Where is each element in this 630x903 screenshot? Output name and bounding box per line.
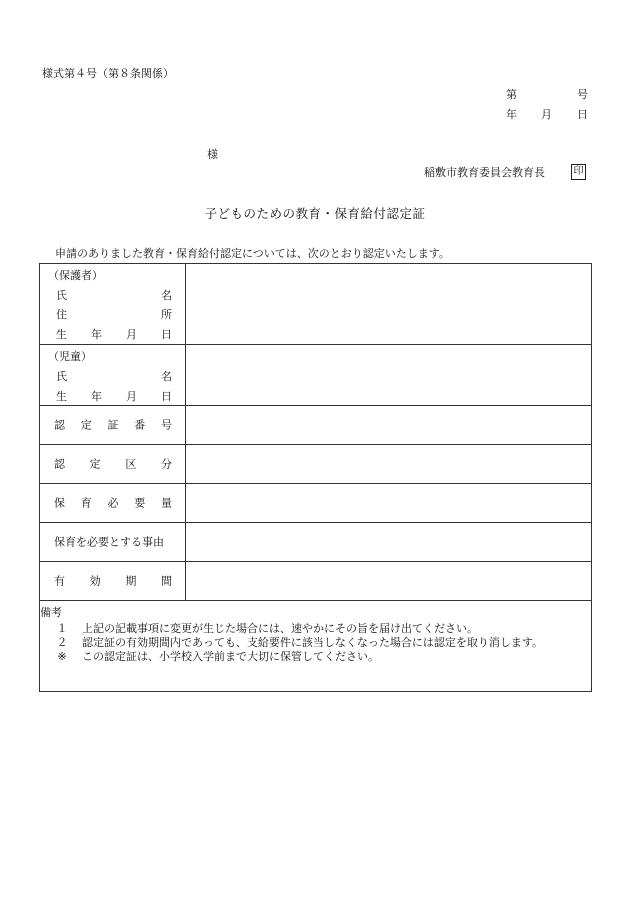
- date-year-label: 年: [506, 108, 517, 121]
- care-amount-row: [40, 484, 591, 523]
- cert-number-label: 認 定 証 番 号: [40, 406, 186, 444]
- form-number: 様式第４号（第８条関係）: [42, 67, 174, 80]
- certificate-table: [39, 263, 592, 692]
- date-day-label: 日: [577, 108, 588, 121]
- care-amount-label: 保 育 必 要 量: [40, 484, 186, 522]
- care-amount-value[interactable]: [186, 484, 591, 522]
- seal-box: [571, 164, 586, 180]
- child-row: [40, 345, 591, 406]
- guardian-address-label: 住 所: [56, 308, 172, 321]
- category-label: 認 定 区 分: [40, 445, 186, 483]
- date-month-label: 月: [541, 108, 552, 121]
- guardian-birthdate-label: 生 年 月 日: [56, 328, 172, 341]
- guardian-row: [40, 264, 591, 345]
- valid-period-value[interactable]: [186, 562, 591, 600]
- issuer-name: 稲敷市教育委員会教育長: [424, 166, 545, 179]
- care-reason-row: [40, 523, 591, 562]
- valid-period-label: 有 効 期 間: [40, 562, 186, 600]
- doc-number-prefix: 第: [506, 88, 517, 101]
- notes-section: [40, 601, 591, 691]
- addressee-suffix: 様: [207, 148, 218, 161]
- care-reason-value[interactable]: [186, 523, 591, 561]
- category-row: [40, 445, 591, 484]
- child-header: （児童）: [48, 350, 92, 363]
- intro-text: 申請のありました教育・保育給付認定については、次のとおり認定いたします。: [55, 247, 450, 260]
- note-item: ※ この認定証は、小学校入学前まで大切に保管してください。: [57, 650, 379, 663]
- guardian-header: （保護者）: [48, 269, 103, 282]
- child-name-label: 氏 名: [56, 370, 172, 383]
- category-value[interactable]: [186, 445, 591, 483]
- child-label-cell: [40, 345, 186, 405]
- child-value-cell[interactable]: [186, 345, 591, 405]
- doc-number-suffix: 号: [577, 88, 588, 101]
- guardian-value-cell[interactable]: [186, 264, 591, 344]
- note-item: ２ 認定証の有効期間内であっても、支給要件に該当しなくなった場合には認定を取り消します。: [56, 636, 544, 649]
- notes-label: 備考: [40, 606, 62, 619]
- cert-number-value[interactable]: [186, 406, 591, 444]
- valid-period-row: [40, 562, 591, 601]
- guardian-name-label: 氏 名: [56, 289, 172, 302]
- guardian-label-cell: [40, 264, 186, 344]
- document-title: 子どものための教育・保育給付認定証: [204, 206, 426, 221]
- seal-label: 印: [573, 166, 584, 177]
- note-item: １ 上記の記載事項に変更が生じた場合には、速やかにその旨を届け出てください。: [56, 622, 478, 635]
- care-reason-label: 保育を必要とする事由: [40, 523, 186, 561]
- child-birthdate-label: 生 年 月 日: [56, 390, 172, 403]
- cert-number-row: [40, 406, 591, 445]
